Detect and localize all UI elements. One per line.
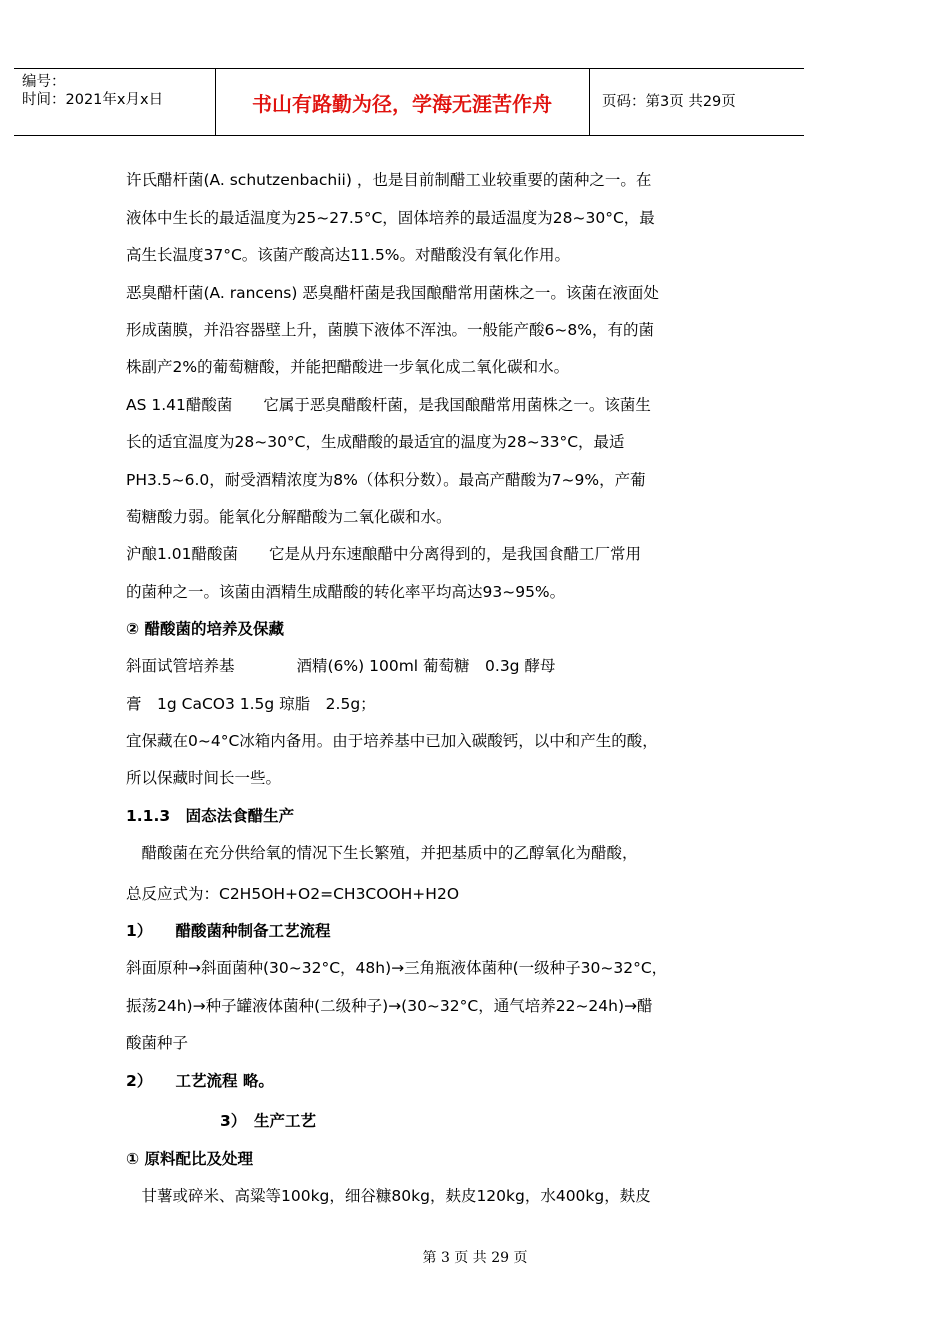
paragraph-line: 形成菌膜，并沿容器壁上升，菌膜下液体不浑浊。一般能产酸6~8%，有的菌 xyxy=(126,321,654,339)
paragraph-line: 宜保藏在0~4°C冰箱内备用。由于培养基中已加入碳酸钙，以中和产生的酸， xyxy=(126,732,658,750)
paragraph-line: AS 1.41醋酸菌 它属于恶臭醋酸杆菌，是我国酿醋常用菌株之一。该菌生 xyxy=(126,396,651,414)
section-heading: 1） 醋酸菌种制备工艺流程 xyxy=(126,922,331,940)
paragraph-line: 高生长温度37°C。该菌产酸高达11.5%。对醋酸没有氧化作用。 xyxy=(126,246,571,264)
paragraph-line: 振荡24h)→种子罐液体菌种(二级种子)→(30~32°C，通气培养22~24h)→醋 xyxy=(126,997,653,1015)
paragraph-line: 甘薯或碎米、高粱等100kg，细谷糠80kg，麸皮120kg，水400kg，麸皮 xyxy=(126,1187,651,1205)
paragraph-line: 总反应式为：C2H5OH+O2=CH3COOH+H2O xyxy=(126,885,460,903)
section-heading: 3） 生产工艺 xyxy=(220,1112,317,1130)
paragraph-line: 长的适宜温度为28~30°C，生成醋酸的最适宜的温度为28~33°C，最适 xyxy=(126,433,625,451)
section-heading: 2） 工艺流程 略。 xyxy=(126,1072,274,1090)
page-header xyxy=(14,68,804,136)
paragraph-line: 的菌种之一。该菌由酒精生成醋酸的转化率平均高达93~95%。 xyxy=(126,583,566,601)
paragraph-line: 所以保藏时间长一些。 xyxy=(126,769,282,787)
paragraph-line: 斜面原种→斜面菌种(30~32°C，48h)→三角瓶液体菌种(一级种子30~32°C， xyxy=(126,959,668,977)
document-number-label: 编号： xyxy=(22,74,66,90)
paragraph-line: 醋酸菌在充分供给氧的情况下生长繁殖，并把基质中的乙醇氧化为醋酸， xyxy=(126,844,638,862)
paragraph-line: 膏 1g CaCO3 1.5g 琼脂 2.5g； xyxy=(126,695,376,713)
paragraph-line: 株副产2%的葡萄糖酸，并能把醋酸进一步氧化成二氧化碳和水。 xyxy=(126,358,570,376)
paragraph-line: 斜面试管培养基 酒精(6%) 100ml 葡萄糖 0.3g 酵母 xyxy=(126,657,556,675)
page-footer: 第 3 页 共 29 页 xyxy=(422,1250,528,1266)
header-page-cell xyxy=(590,69,804,135)
paragraph-line: 酸菌种子 xyxy=(126,1034,189,1052)
header-page-info: 页码：第3页 共29页 xyxy=(602,94,736,110)
section-heading: 1.1.3 固态法食醋生产 xyxy=(126,807,295,825)
header-motto: 书山有路勤为径，学海无涯苦作舟 xyxy=(252,92,552,116)
paragraph-line: PH3.5~6.0，耐受酒精浓度为8%（体积分数）。最高产醋酸为7~9%，产葡 xyxy=(126,471,646,489)
header-meta-cell xyxy=(14,69,216,135)
section-heading: ① 原料配比及处理 xyxy=(126,1150,254,1168)
section-heading: ② 醋酸菌的培养及保藏 xyxy=(126,620,285,638)
paragraph-line: 许氏醋杆菌(A. schutzenbachii) ，也是目前制醋工业较重要的菌种之一。在 xyxy=(126,171,652,189)
paragraph-line: 恶臭醋杆菌(A. rancens) 恶臭醋杆菌是我国酿醋常用菌株之一。该菌在液面处 xyxy=(126,284,659,302)
header-motto-cell xyxy=(215,69,590,135)
paragraph-line: 沪酿1.01醋酸菌 它是从丹东速酿醋中分离得到的，是我国食醋工厂常用 xyxy=(126,545,642,563)
paragraph-line: 液体中生长的最适温度为25~27.5°C，固体培养的最适温度为28~30°C，最 xyxy=(126,209,655,227)
paragraph-line: 萄糖酸力弱。能氧化分解醋酸为二氧化碳和水。 xyxy=(126,508,452,526)
document-time-label: 时间：2021年x月x日 xyxy=(22,92,164,108)
